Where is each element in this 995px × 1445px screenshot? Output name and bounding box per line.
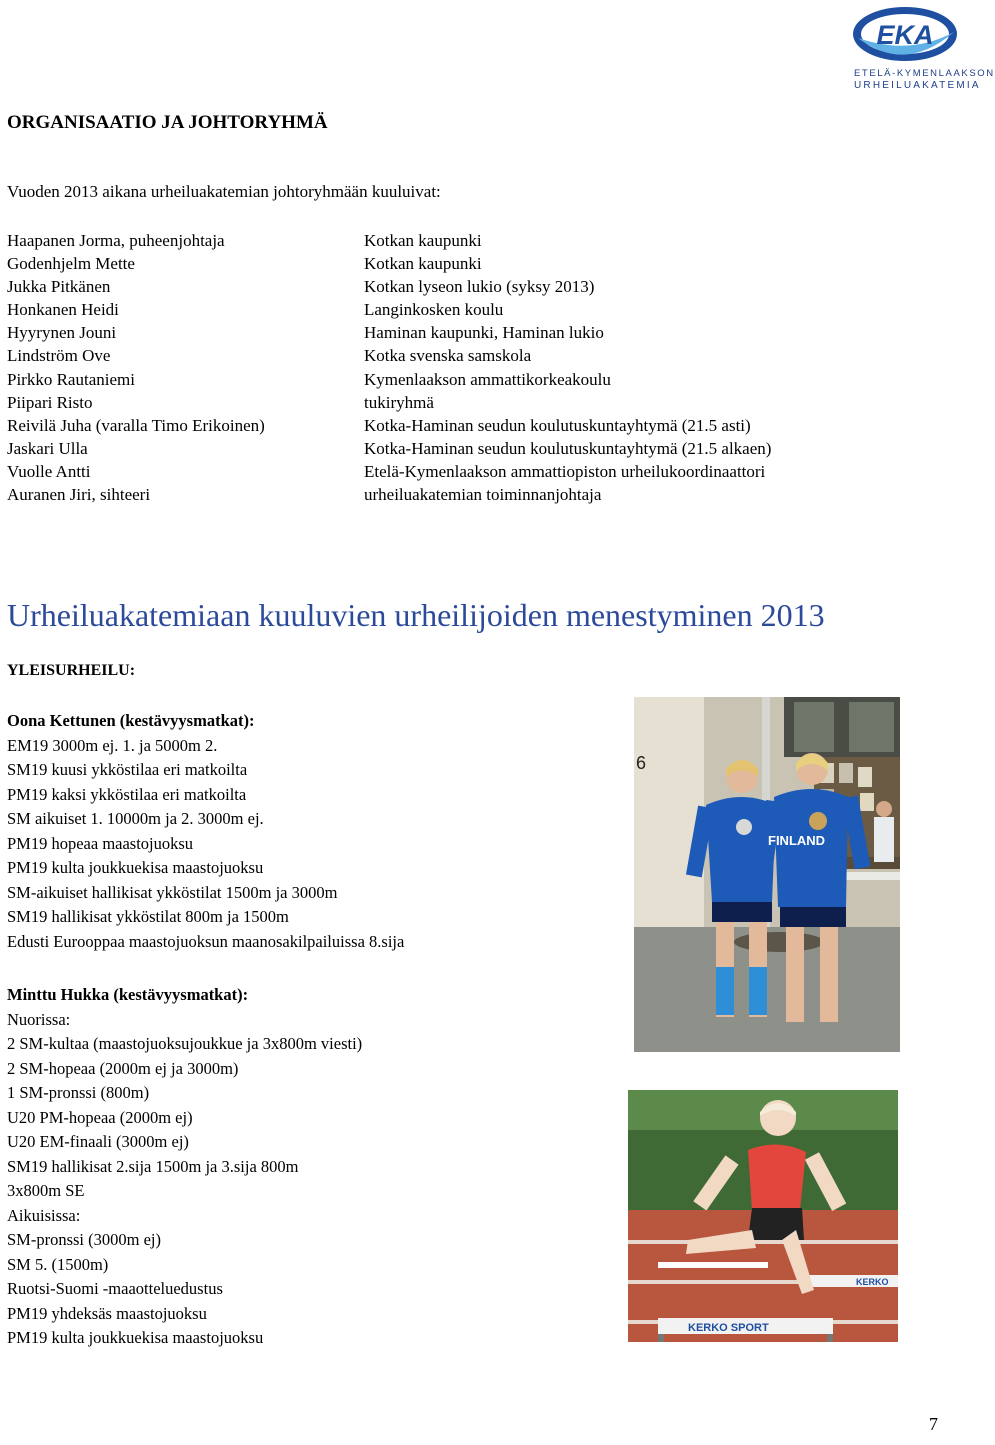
jersey-text: FINLAND <box>768 833 826 848</box>
member-role: Kotka-Haminan seudun koulutuskuntayhtymä (21.5 alkaen) <box>364 438 772 458</box>
member-row <box>7 483 907 506</box>
photo-two-athletes-medals <box>634 697 900 1052</box>
member-role: Etelä-Kymenlaakson ammattiopiston urheilukoordinaattori <box>364 461 766 481</box>
logo-mark-text: EKA <box>876 20 934 50</box>
achievement-line: SM-aikuiset hallikisat ykköstilat 1500m ja 3000m <box>7 882 338 902</box>
intro-text: Vuoden 2013 aikana urheiluakatemian johtoryhmään kuuluivat: <box>7 182 441 201</box>
member-name: Piipari Risto <box>7 392 93 412</box>
athlete-block-minttu <box>7 983 362 1351</box>
athlete-name: Oona Kettunen (kestävyysmatkat): <box>7 711 255 730</box>
member-role: Kotkan kaupunki <box>364 231 482 250</box>
achievement-line: Nuorissa: <box>7 1009 71 1029</box>
achievement-line: PM19 kulta joukkuekisa maastojuoksu <box>7 1328 264 1347</box>
logo-line-1: ETELÄ-KYMENLAAKSON <box>854 68 995 79</box>
achievement-line: PM19 kaksi ykköstilaa eri matkoilta <box>7 784 247 804</box>
eka-logo-mark <box>850 4 958 66</box>
athlete-block-oona <box>7 709 404 954</box>
achievement-line: Edusti Eurooppaa maastojuoksun maanosakilpailuissa 8.sija <box>7 931 405 951</box>
member-row <box>7 252 907 275</box>
photo-hurdler <box>628 1090 898 1342</box>
member-name: Hyyrynen Jouni <box>7 323 117 343</box>
member-role: Kotkan lyseon lukio (syksy 2013) <box>364 277 595 297</box>
member-role: Haminan kaupunki, Haminan lukio <box>364 323 604 343</box>
member-name: Haapanen Jorma, puheenjohtaja <box>7 231 225 250</box>
member-row <box>7 275 907 298</box>
logo-line-2: URHEILUAKATEMIA <box>854 80 981 91</box>
member-name: Honkanen Heidi <box>7 300 119 320</box>
member-row <box>7 414 907 437</box>
achievement-line: U20 PM-hopeaa (2000m ej) <box>7 1107 193 1127</box>
achievement-line: SM-pronssi (3000m ej) <box>7 1230 161 1249</box>
member-role: Kotkan kaupunki <box>364 254 482 274</box>
member-row <box>7 321 907 344</box>
achievement-line: SM19 kuusi ykköstilaa eri matkoilta <box>7 760 248 779</box>
achievement-line: SM aikuiset 1. 10000m ja 2. 3000m ej. <box>7 809 264 828</box>
member-row <box>7 460 907 483</box>
member-role: urheiluakatemian toiminnanjohtaja <box>364 485 602 505</box>
achievement-line: PM19 hopeaa maastojuoksu <box>7 833 194 853</box>
member-row <box>7 437 907 460</box>
page-number: 7 <box>929 1414 938 1434</box>
hurdle-text: KERKO SPORT <box>688 1322 769 1334</box>
member-name: Lindström Ove <box>7 346 111 366</box>
member-role: Langinkosken koulu <box>364 300 504 320</box>
member-role: Kymenlaakson ammattikorkeakoulu <box>364 369 611 389</box>
achievement-line: SM19 hallikisat ykköstilat 800m ja 1500m <box>7 907 289 926</box>
achievement-line: 2 SM-hopeaa (2000m ej ja 3000m) <box>7 1058 239 1078</box>
member-row <box>7 298 907 321</box>
achievement-line: 1 SM-pronssi (800m) <box>7 1083 150 1102</box>
achievement-line: 3x800m SE <box>7 1181 85 1200</box>
member-name: Pirkko Rautaniemi <box>7 369 135 389</box>
member-row <box>7 391 907 414</box>
member-row <box>7 344 907 367</box>
achievement-line: SM19 hallikisat 2.sija 1500m ja 3.sija 800m <box>7 1156 299 1176</box>
member-name: Godenhjelm Mette <box>7 254 135 274</box>
member-row <box>7 229 907 252</box>
org-heading: ORGANISAATIO JA JOHTORYHMÄ <box>7 112 328 133</box>
achievement-line: Aikuisissa: <box>7 1205 81 1225</box>
achievement-line: PM19 yhdeksäs maastojuoksu <box>7 1303 207 1323</box>
member-name: Vuolle Antti <box>7 461 91 481</box>
eka-logo <box>850 4 995 104</box>
achievement-line: 2 SM-kultaa (maastojuoksujoukkue ja 3x800m viesti) <box>7 1034 363 1053</box>
category-heading: YLEISURHEILU: <box>7 662 136 679</box>
member-name: Jukka Pitkänen <box>7 277 111 297</box>
member-role: Kotka-Haminan seudun koulutuskuntayhtymä (21.5 asti) <box>364 415 751 435</box>
members-list <box>7 229 907 506</box>
achievement-line: SM 5. (1500m) <box>7 1254 109 1274</box>
member-role: Kotka svenska samskola <box>364 346 532 366</box>
section-title: Urheiluakatemiaan kuuluvien urheilijoiden menestyminen 2013 <box>7 597 825 633</box>
achievement-line: Ruotsi-Suomi -maaotteluedustus <box>7 1279 223 1298</box>
hurdle-text-2: KERKO <box>856 1277 889 1287</box>
member-role: tukiryhmä <box>364 392 434 412</box>
member-name: Jaskari Ulla <box>7 438 88 458</box>
door-number: 6 <box>636 753 647 773</box>
achievement-line: EM19 3000m ej. 1. ja 5000m 2. <box>7 735 218 755</box>
achievement-line: U20 EM-finaali (3000m ej) <box>7 1132 189 1151</box>
member-name: Auranen Jiri, sihteeri <box>7 485 151 505</box>
athlete-name: Minttu Hukka (kestävyysmatkat): <box>7 985 249 1004</box>
member-name: Reivilä Juha (varalla Timo Erikoinen) <box>7 415 265 435</box>
achievement-line: PM19 kulta joukkuekisa maastojuoksu <box>7 858 264 877</box>
member-row <box>7 368 907 391</box>
